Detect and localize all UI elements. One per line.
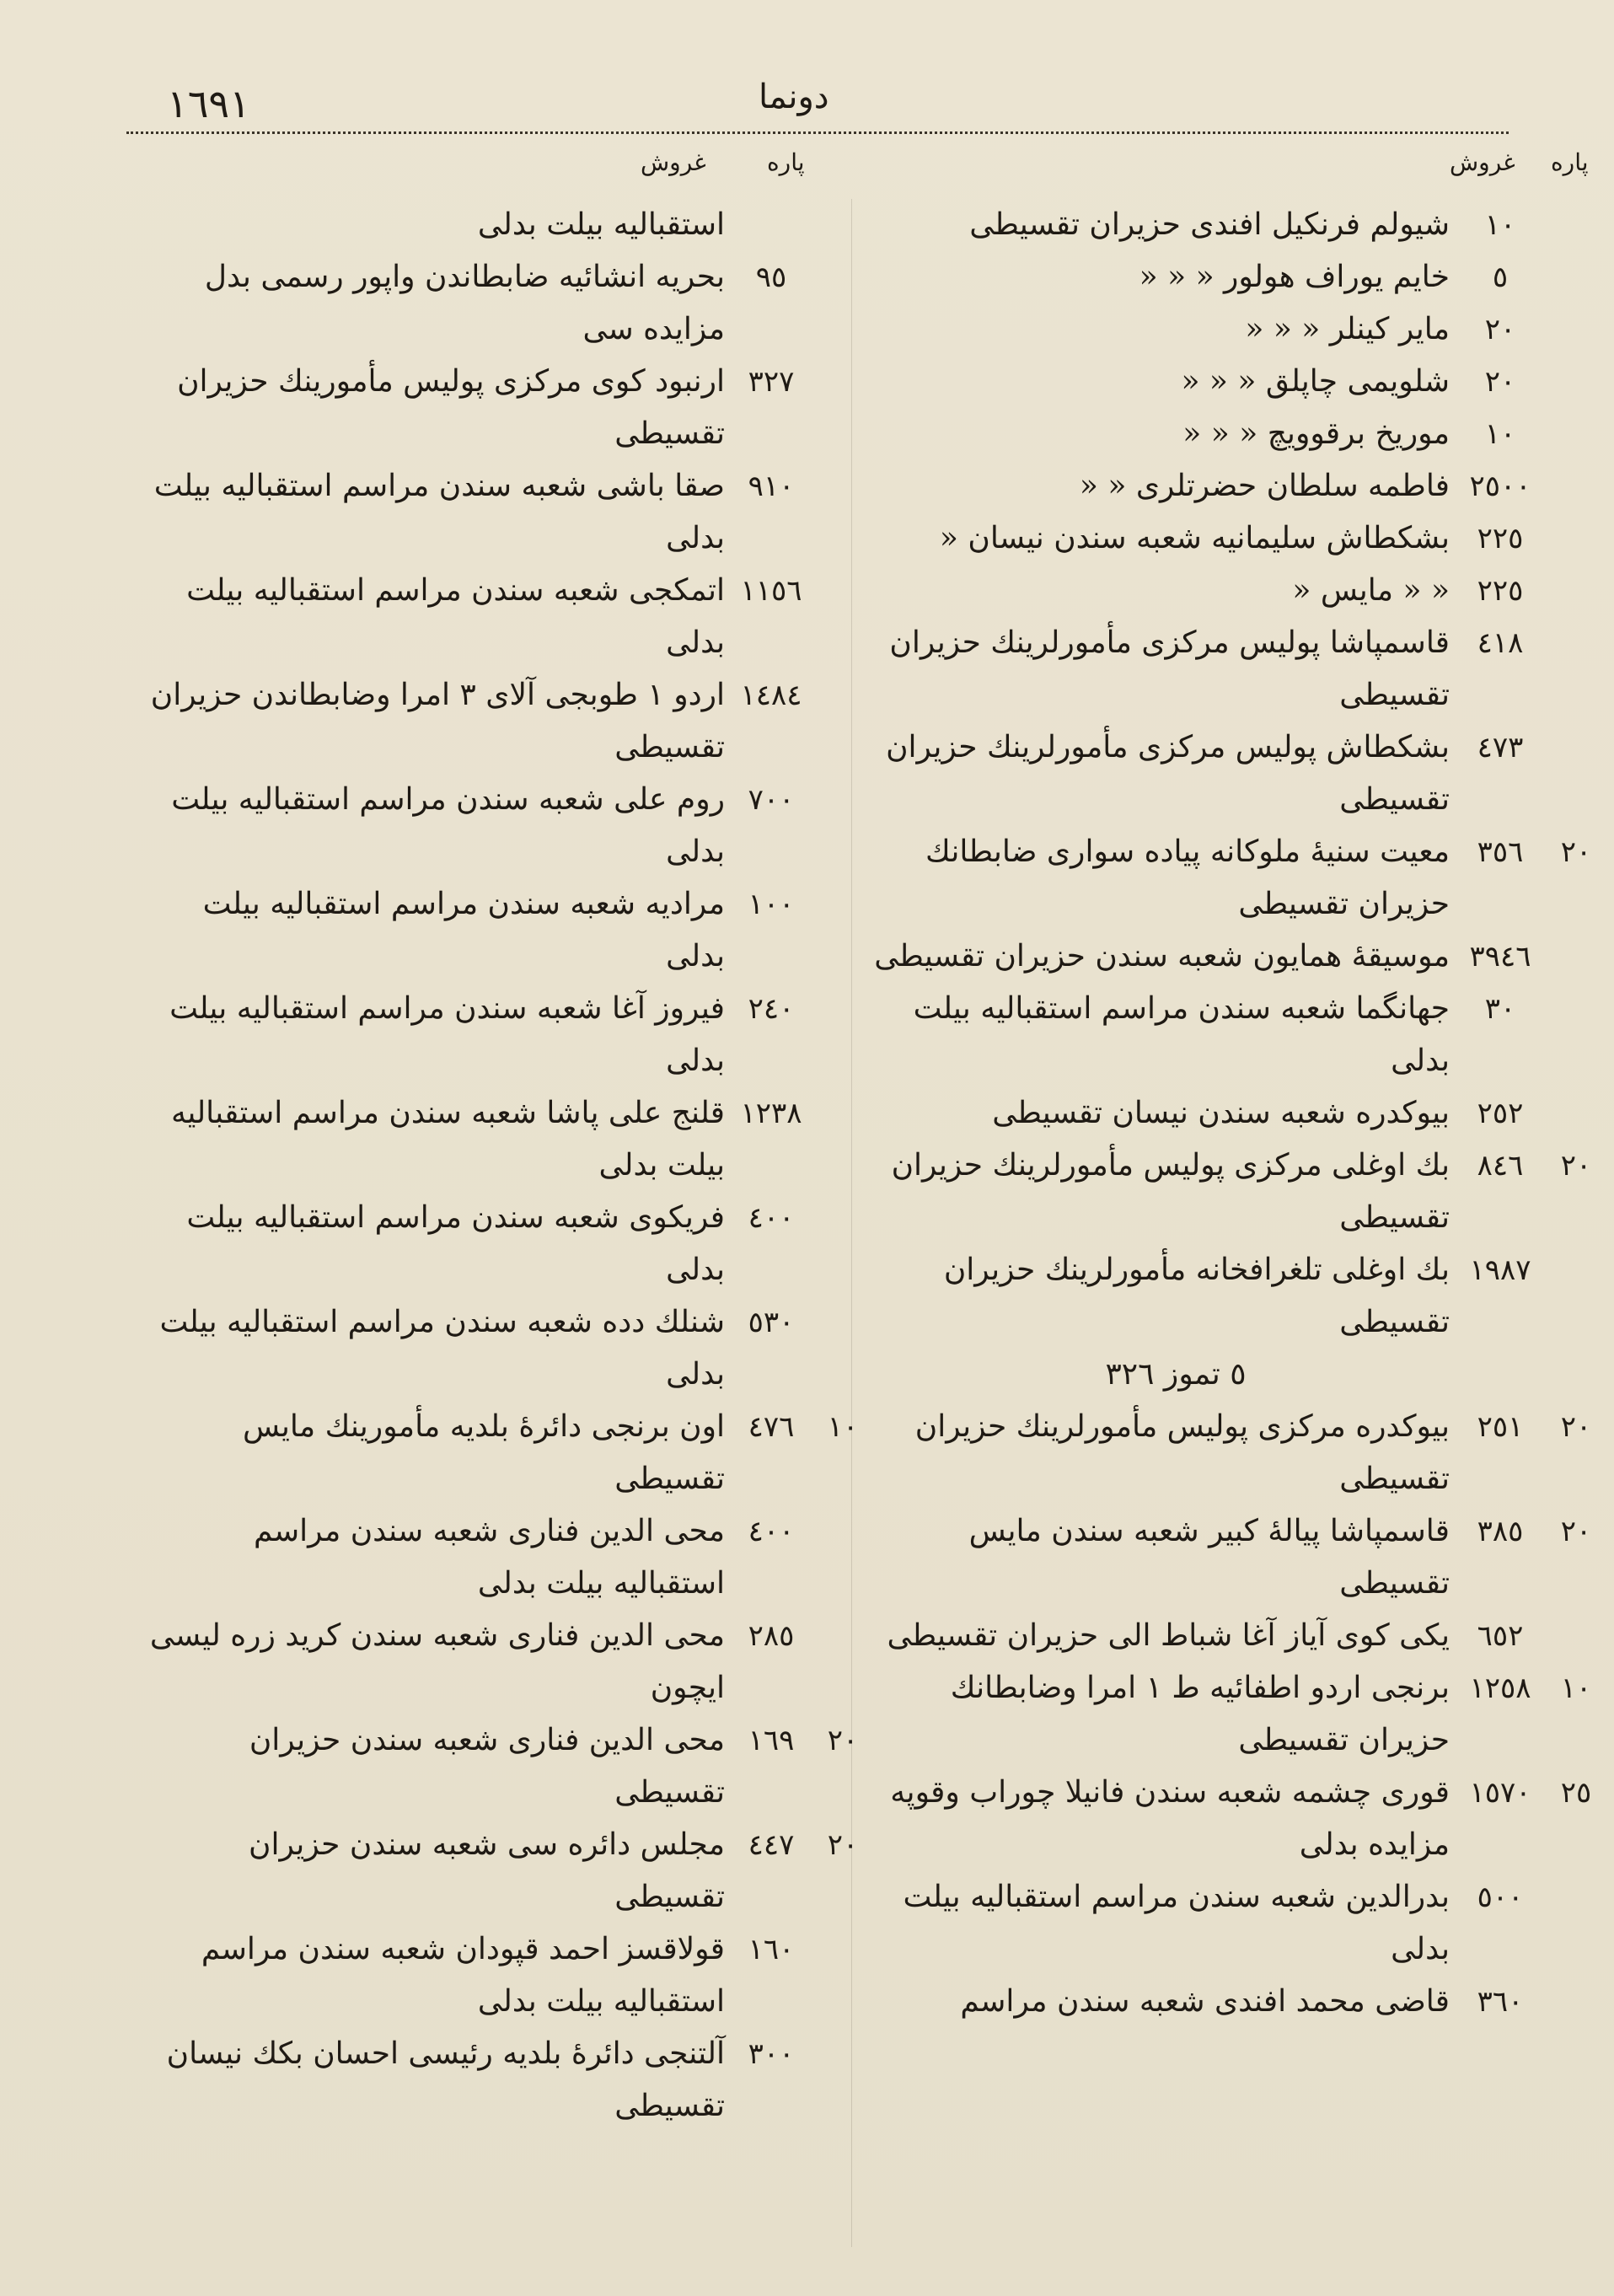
entry-kurus: ٢٥٠٠: [1469, 469, 1531, 503]
entry-kurus: ٢٨٥: [748, 1619, 795, 1653]
ledger-entry: [868, 1505, 1601, 1610]
page-header: [0, 72, 1614, 140]
ledger-entry: [868, 408, 1601, 460]
ledger-entry: [868, 460, 1601, 512]
entry-kurus: ٥٣٠: [748, 1306, 795, 1339]
ledger-entry: [135, 983, 868, 1087]
entry-description: یکی کوی آیاز آغا شباط الی حزیران تقسیطی: [887, 1618, 1450, 1653]
left-entries: [135, 199, 868, 2132]
entry-kurus: ٤٧٦: [748, 1410, 795, 1444]
entry-kurus: ٣٦٠: [1477, 1985, 1524, 2019]
entry-description: بحریه انشائیه ضابطاندن واپور رسمی بدل مزایده سی: [204, 260, 725, 346]
entry-para: ٢٥: [1560, 1776, 1592, 1810]
ledger-entry: [135, 1087, 868, 1192]
right-column-header: [868, 148, 1601, 190]
entry-description: فاطمه سلطان حضرتلری « «: [1079, 469, 1450, 503]
entry-description: موسیقهٔ همایون شعبه سندن حزیران تقسیطی: [874, 939, 1450, 974]
entry-kurus: ١٤٨٤: [740, 679, 802, 712]
ledger-entry: [868, 512, 1601, 565]
right-header-para: پاره: [1551, 148, 1589, 176]
ledger-entry: [135, 1192, 868, 1296]
entry-description: فیروز آغا شعبه سندن مراسم استقبالیه بیلت بدلی: [169, 991, 725, 1078]
ledger-entry: [135, 1714, 868, 1819]
ledger-entry: [135, 356, 868, 460]
ledger-entry: [868, 1871, 1601, 1976]
entry-description: بیوکدره شعبه سندن نیسان تقسیطی: [992, 1096, 1450, 1130]
entry-description: بشکطاش پولیس مرکزی مأمورلرینك حزیران تقسیطی: [886, 730, 1450, 817]
ledger-entry: [135, 565, 868, 669]
entry-kurus: ٣٠: [1484, 992, 1516, 1026]
entry-description: بك اوغلی مرکزی پولیس مأمورلرینك حزیران تقسیطی: [891, 1148, 1450, 1235]
ledger-entry: [135, 1923, 868, 2028]
entry-kurus: ٩١٠: [748, 469, 795, 503]
entry-para: ٢٠: [1560, 1410, 1592, 1444]
left-column: [135, 199, 868, 2132]
entry-description: آلتنجی دائرهٔ بلدیه رئیسی احسان بکك نیسان تقسیطی: [166, 2036, 725, 2123]
entry-description: قاضی محمد افندی شعبه سندن مراسم: [960, 1984, 1450, 2019]
entry-kurus: ١٠: [1484, 208, 1516, 242]
left-header-para: پاره: [767, 148, 805, 176]
entry-kurus: ٣٢٧: [748, 365, 795, 399]
entry-description: محی الدین فناری شعبه سندن حزیران تقسیطی: [249, 1723, 725, 1810]
entry-para: ٢٠: [1560, 835, 1592, 869]
entry-kurus: ٥: [1492, 260, 1509, 294]
entry-description: خایم یوراف هولور « « «: [1139, 260, 1450, 294]
entry-kurus: ٤٧٣: [1477, 731, 1524, 764]
entry-kurus: ٤٠٠: [748, 1515, 795, 1548]
entry-description: بك اوغلی تلغرافخانه مأمورلرینك حزیران تقسیطی: [943, 1253, 1450, 1339]
right-entries-a: [868, 199, 1601, 1349]
ledger-entry: [135, 251, 868, 356]
entry-kurus: ١٦٠: [748, 1933, 795, 1966]
entry-kurus: ١٢٣٨: [740, 1097, 802, 1130]
entry-kurus: ٢٢٥: [1477, 574, 1524, 608]
entry-description: اردو ١ طوبجی آلای ٣ امرا وضابطاندن حزیران تقسیطی: [150, 678, 725, 764]
running-title: دونما: [759, 78, 829, 116]
ledger-entry: [135, 1819, 868, 1923]
entry-kurus: ٢٠: [1484, 313, 1516, 346]
entry-kurus: ١١٥٦: [740, 574, 802, 608]
entry-description: شلویمی چاپلق « « «: [1181, 364, 1450, 399]
ledger-entry: [868, 1087, 1601, 1140]
entry-description: ارنبود کوی مرکزی پولیس مأمورینك حزیران تقسیطی: [177, 364, 725, 451]
ledger-entry: [135, 1610, 868, 1714]
entry-kurus: ٤١٨: [1477, 626, 1524, 660]
entry-kurus: ٣٥٦: [1477, 835, 1524, 869]
ledger-entry: [868, 1244, 1601, 1349]
ledger-entry: [135, 2028, 868, 2132]
entry-kurus: ٩٥: [755, 260, 787, 294]
ledger-entry: [868, 303, 1601, 356]
entry-description: فریکوی شعبه سندن مراسم استقبالیه بیلت بدلی: [186, 1200, 725, 1287]
ledger-entry: [868, 722, 1601, 826]
ledger-entry: [135, 774, 868, 878]
entry-kurus: ٨٤٦: [1477, 1149, 1524, 1183]
entry-kurus: ٢٥٢: [1477, 1097, 1524, 1130]
entry-description: روم علی شعبه سندن مراسم استقبالیه بیلت بدلی: [171, 782, 725, 869]
left-header-kurus: غروش: [641, 148, 706, 176]
entry-description: اتمکجی شعبه سندن مراسم استقبالیه بیلت بدلی: [186, 573, 725, 660]
entry-kurus: ٣٠٠: [748, 2037, 795, 2071]
ledger-entry: [135, 1296, 868, 1401]
ledger-entry: [868, 565, 1601, 617]
date-line: ٥ تموز ٣٢٦: [1105, 1357, 1247, 1392]
entry-description: بدرالدین شعبه سندن مراسم استقبالیه بیلت بدلی: [903, 1880, 1450, 1966]
ledger-entry: [868, 1767, 1601, 1871]
header-dotted-rule: [126, 131, 1509, 134]
entry-kurus: ٤٠٠: [748, 1201, 795, 1235]
entry-para: ١٠: [827, 1410, 859, 1444]
entry-description: محی الدین فناری شعبه سندن کرید زره لیسی ایچون: [149, 1618, 725, 1705]
entry-para: ٢٠: [827, 1724, 859, 1757]
entry-para: ٢٠: [1560, 1149, 1592, 1183]
entry-description: برنجی اردو اطفائیه ط ١ امرا وضابطانك حزیران تقسیطی: [950, 1671, 1450, 1757]
entry-kurus: ٣٨٥: [1477, 1515, 1524, 1548]
ledger-entry: [868, 1401, 1601, 1505]
ledger-entry: [135, 669, 868, 774]
entry-para: ١٠: [1560, 1671, 1592, 1705]
entry-kurus: ٢٥١: [1477, 1410, 1524, 1444]
ledger-entry: [868, 356, 1601, 408]
entry-description: قوری چشمه شعبه سندن فانیلا چوراب وقوپه مزایده بدلی: [890, 1775, 1450, 1862]
entry-description: شنلك دده شعبه سندن مراسم استقبالیه بیلت بدلی: [159, 1305, 725, 1392]
ledger-entry: [135, 460, 868, 565]
right-entries-b: [868, 1401, 1601, 2028]
entry-kurus: ١٩٨٧: [1469, 1253, 1531, 1287]
ledger-entry: [868, 1662, 1601, 1767]
ledger-entry: [135, 878, 868, 983]
entry-para: ٢٠: [1560, 1515, 1592, 1548]
ledger-entry: [135, 1401, 868, 1505]
ledger-entry: [868, 1610, 1601, 1662]
entry-description: شیولم فرنکیل افندی حزیران تقسیطی: [969, 207, 1450, 242]
entry-description: قاسمپاشا پیالهٔ کبیر شعبه سندن مایس تقسیطی: [968, 1514, 1450, 1601]
entry-description: مرادیه شعبه سندن مراسم استقبالیه بیلت بدلی: [202, 887, 725, 974]
ledger-entry: [868, 1976, 1601, 2028]
entry-kurus: ٣٩٤٦: [1469, 940, 1531, 974]
entry-description: قاسمپاشا پولیس مرکزی مأمورلرینك حزیران تقسیطی: [889, 625, 1450, 712]
entry-kurus: ٥٠٠: [1477, 1880, 1524, 1914]
ledger-entry: [868, 1140, 1601, 1244]
entry-kurus: ١٦٩: [748, 1724, 795, 1757]
entry-kurus: ١٥٧٠: [1469, 1776, 1531, 1810]
entry-kurus: ٢٠: [1484, 365, 1516, 399]
ledger-entry: [868, 826, 1601, 931]
entry-description: بشکطاش سلیمانیه شعبه سندن نیسان «: [939, 521, 1450, 555]
entry-description: مایر کینلر « « «: [1245, 312, 1450, 346]
entry-description: معیت سنیهٔ ملوکانه پیاده سواری ضابطانك حزیران تقسیطی: [925, 834, 1450, 921]
ledger-entry: [135, 199, 868, 251]
entry-description: صقا باشی شعبه سندن مراسم استقبالیه بیلت بدلی: [153, 469, 725, 555]
entry-kurus: ٤٤٧: [748, 1828, 795, 1862]
entry-description: اون برنجی دائرهٔ بلدیه مأمورینك مایس تقسیطی: [242, 1409, 725, 1496]
entry-kurus: ١٠٠: [748, 888, 795, 921]
ledger-entry: [868, 983, 1601, 1087]
entry-kurus: ٢٤٠: [748, 992, 795, 1026]
ledger-entry: [868, 251, 1601, 303]
ledger-entry: [868, 931, 1601, 983]
ledger-entry: [868, 199, 1601, 251]
entry-kurus: ١٢٥٨: [1469, 1671, 1531, 1705]
ledger-entry: [135, 1505, 868, 1610]
right-header-kurus: غروش: [1450, 148, 1515, 176]
left-column-header: [135, 148, 868, 190]
ledger-entry: [868, 617, 1601, 722]
entry-kurus: ١٠: [1484, 417, 1516, 451]
entry-description: جهانگما شعبه سندن مراسم استقبالیه بیلت بدلی: [913, 991, 1450, 1078]
entry-description: مجلس دائره سی شعبه سندن حزیران تقسیطی: [249, 1827, 725, 1914]
right-column: [868, 199, 1601, 2028]
entry-description: « « مایس «: [1292, 573, 1450, 608]
entry-description: بیوکدره مرکزی پولیس مأمورلرینك حزیران تقسیطی: [914, 1409, 1450, 1496]
entry-description: استقبالیه بیلت بدلی: [477, 207, 725, 242]
entry-description: قلنج علی پاشا شعبه سندن مراسم استقبالیه بیلت بدلی: [171, 1096, 725, 1183]
entry-kurus: ٦٥٢: [1477, 1619, 1524, 1653]
entry-kurus: ٧٠٠: [748, 783, 795, 817]
entry-description: موریخ برقوویچ « « «: [1182, 416, 1450, 451]
entry-kurus: ٢٢٥: [1477, 522, 1524, 555]
page-number: ١٦٩١: [167, 81, 250, 126]
entry-description: قولاقسز احمد قپودان شعبه سندن مراسم استقبالیه بیلت بدلی: [201, 1932, 725, 2019]
entry-para: ٢٠: [827, 1828, 859, 1862]
entry-description: محی الدین فناری شعبه سندن مراسم استقبالیه بیلت بدلی: [254, 1514, 725, 1601]
